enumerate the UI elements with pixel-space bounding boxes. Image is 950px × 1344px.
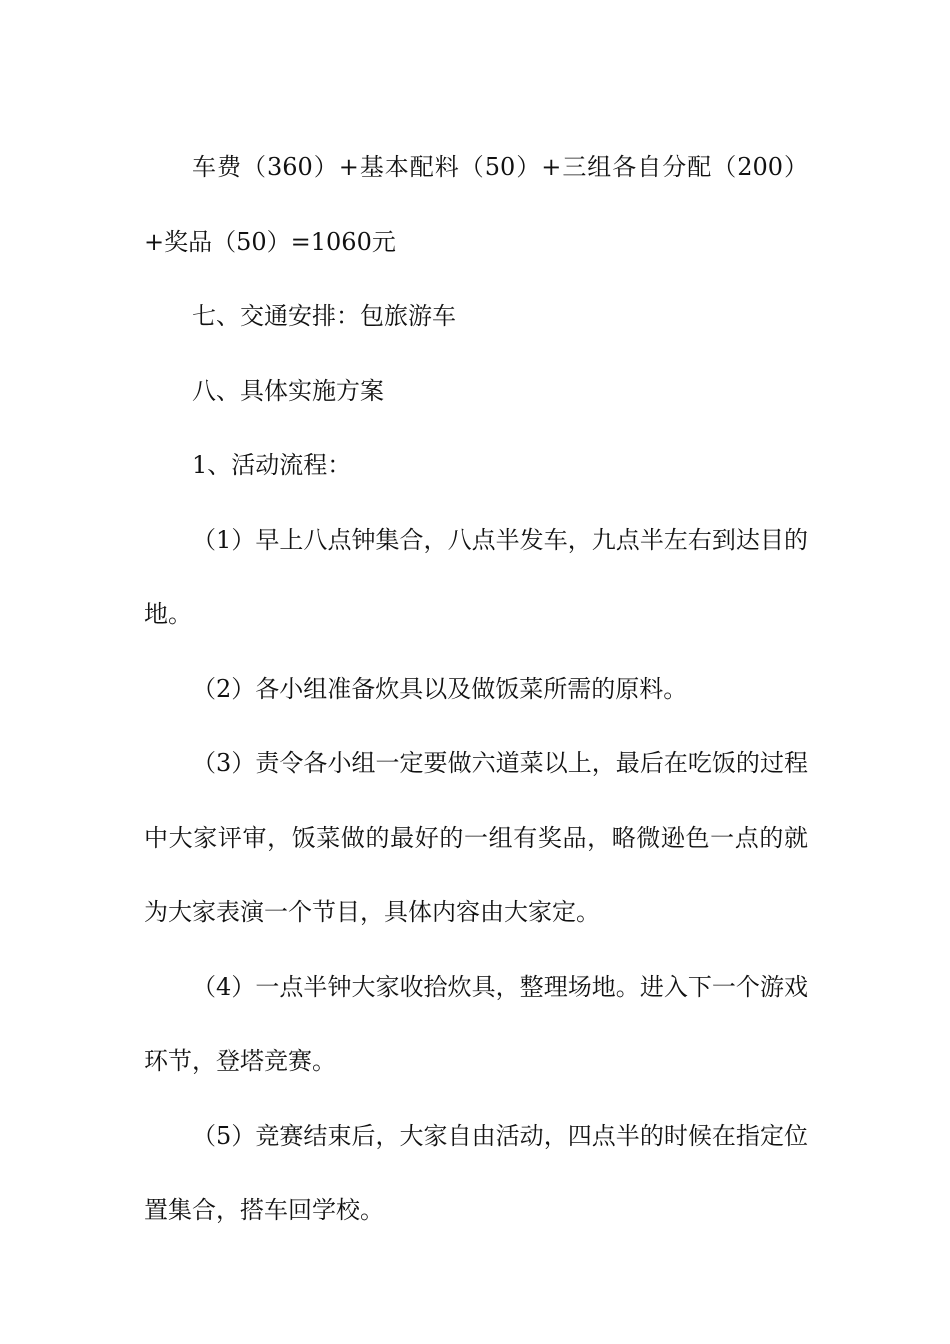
paragraph-step-5: （5）竞赛结束后，大家自由活动，四点半的时候在指定位置集合，搭车回学校。 bbox=[144, 1121, 808, 1224]
paragraph-budget-total: 车费（360）+基本配料（50）+三组各自分配（200）+奖品（50）=1060元 bbox=[144, 153, 808, 256]
paragraph-step-4: （4）一点半钟大家收拾炊具，整理场地。进入下一个游戏环节，登塔竞赛。 bbox=[144, 972, 808, 1075]
paragraph-step-1: （1）早上八点钟集合，八点半发车，九点半左右到达目的地。 bbox=[144, 525, 808, 628]
paragraph-activity-flow-heading: 1、活动流程： bbox=[192, 451, 352, 479]
paragraph-implementation-heading: 八、具体实施方案 bbox=[192, 376, 384, 405]
document-body bbox=[144, 130, 808, 1248]
paragraph-step-2: （2）各小组准备炊具以及做饭菜所需的原料。 bbox=[192, 674, 688, 703]
paragraph-step-3: （3）责令各小组一定要做六道菜以上，最后在吃饭的过程中大家评审，饭菜做的最好的一组有奖品，略微逊色一点的就为大家表演一个节目，具体内容由大家定。 bbox=[144, 749, 808, 926]
paragraph-transport-heading: 七、交通安排：包旅游车 bbox=[192, 302, 456, 330]
